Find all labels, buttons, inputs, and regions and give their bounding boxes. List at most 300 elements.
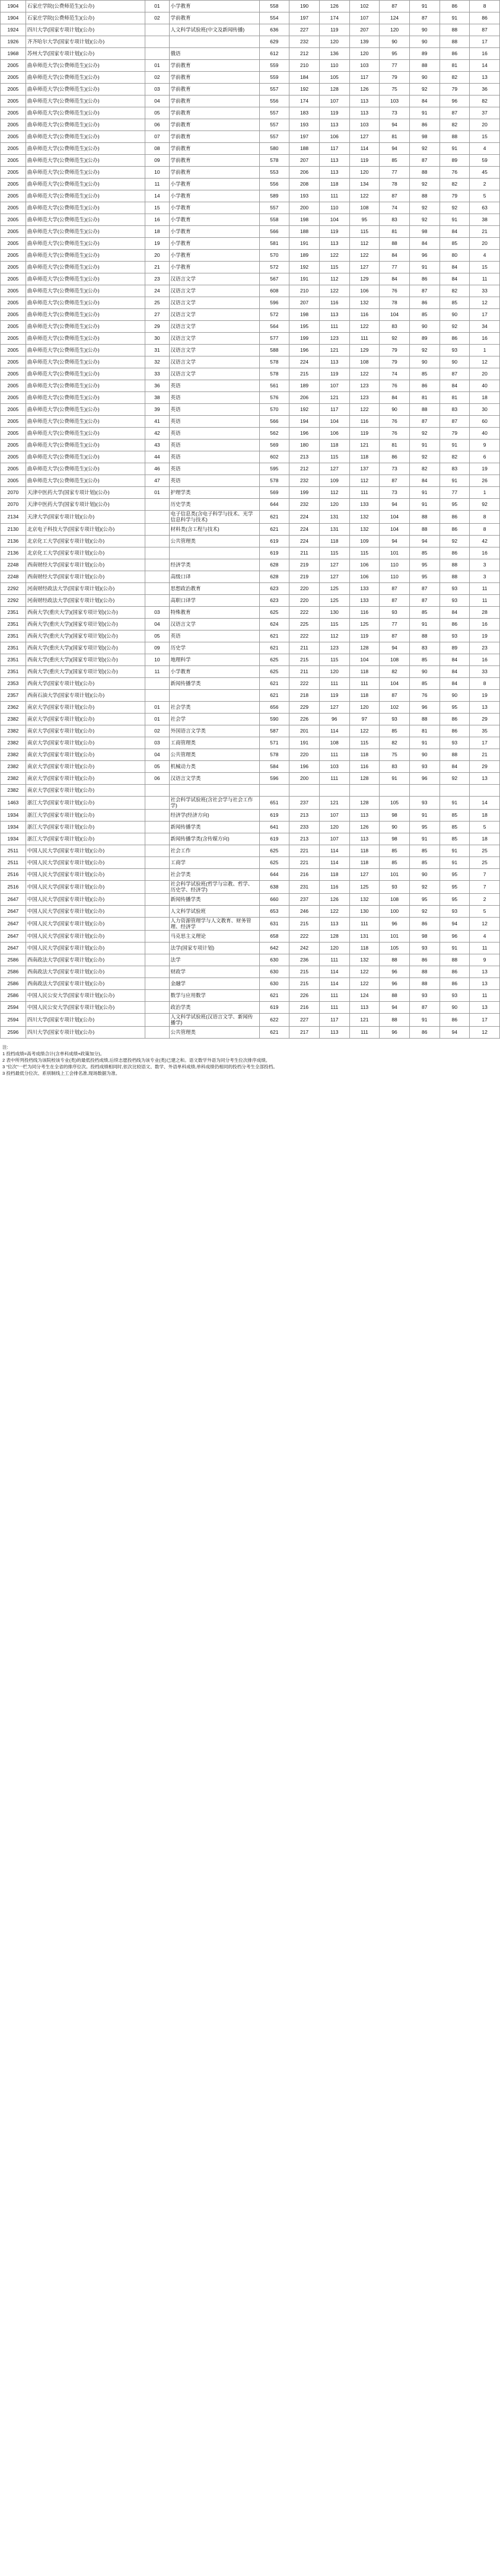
score-a: 122 bbox=[349, 966, 380, 978]
table-row bbox=[1, 642, 500, 654]
score-d: 86 bbox=[440, 524, 470, 536]
major-name bbox=[169, 36, 259, 48]
filed-count: 206 bbox=[289, 167, 320, 179]
table-row bbox=[1, 894, 500, 906]
school-code: 2005 bbox=[1, 202, 26, 214]
filed-score: 127 bbox=[319, 571, 349, 583]
plan-count: 572 bbox=[259, 309, 289, 321]
admission-score-table bbox=[0, 0, 500, 1039]
school-name: 西南财经大学(国家专项计划)(公办) bbox=[26, 559, 145, 571]
score-b: 76 bbox=[380, 285, 410, 297]
score-b: 104 bbox=[380, 511, 410, 524]
major-code: 33 bbox=[145, 368, 169, 380]
plan-count: 621 bbox=[259, 690, 289, 702]
table-row bbox=[1, 202, 500, 214]
major-code bbox=[145, 524, 169, 536]
score-a: 113 bbox=[349, 810, 380, 821]
table-row bbox=[1, 595, 500, 607]
school-code: 2005 bbox=[1, 262, 26, 273]
filed-count: 197 bbox=[289, 131, 320, 143]
plan-count: 630 bbox=[259, 966, 289, 978]
score-d: 88 bbox=[440, 24, 470, 36]
filed-count: 213 bbox=[289, 451, 320, 463]
score-c: 95 bbox=[409, 571, 440, 583]
score-a: 111 bbox=[349, 487, 380, 499]
major-code: 06 bbox=[145, 773, 169, 785]
score-b: 104 bbox=[380, 678, 410, 690]
filed-score: 119 bbox=[319, 107, 349, 119]
school-code: 2382 bbox=[1, 737, 26, 749]
school-name: 曲阜师范大学(公费师范生)(公办) bbox=[26, 95, 145, 107]
filed-count: 242 bbox=[289, 942, 320, 954]
score-d: 83 bbox=[440, 404, 470, 416]
major-name: 汉语言文学 bbox=[169, 345, 259, 356]
score-b: 84 bbox=[380, 392, 410, 404]
score-c: 92 bbox=[409, 214, 440, 226]
filed-score: 131 bbox=[319, 524, 349, 536]
school-name: 曲阜师范大学(公费师范生)(公办) bbox=[26, 190, 145, 202]
major-code bbox=[145, 942, 169, 954]
filed-score: 130 bbox=[319, 607, 349, 619]
score-d: 90 bbox=[440, 1002, 470, 1014]
major-code bbox=[145, 845, 169, 857]
major-code bbox=[145, 881, 169, 894]
school-code: 2005 bbox=[1, 380, 26, 392]
school-code: 2005 bbox=[1, 119, 26, 131]
filed-score: 120 bbox=[319, 942, 349, 954]
note-line: 2 表中所列投档线为该院校该专业(类)的最低投档成绩,后续志愿投档线为该专业(类)已建之和。语文数学外语为同分考生位次排序成绩。 bbox=[2, 1058, 270, 1063]
score-d: 86 bbox=[440, 714, 470, 725]
table-row bbox=[1, 428, 500, 440]
score-table-page bbox=[0, 0, 500, 1081]
score-d: 84 bbox=[440, 761, 470, 773]
filed-count: 220 bbox=[289, 749, 320, 761]
filed-score: 107 bbox=[319, 833, 349, 845]
major-name: 历史学 bbox=[169, 642, 259, 654]
score-c: 90 bbox=[409, 321, 440, 333]
major-code: 09 bbox=[145, 155, 169, 167]
school-code: 2248 bbox=[1, 559, 26, 571]
filed-count: 191 bbox=[289, 737, 320, 749]
major-name: 机械动力类 bbox=[169, 761, 259, 773]
filed-score: 127 bbox=[319, 702, 349, 714]
school-name: 河南财经政法大学(国家专项计划)(公办) bbox=[26, 595, 145, 607]
major-code: 02 bbox=[145, 725, 169, 737]
score-a: 112 bbox=[349, 475, 380, 487]
score-b: 94 bbox=[380, 1002, 410, 1014]
score-a: 121 bbox=[349, 440, 380, 451]
school-name: 石家庄学院(公费师范生)(公办) bbox=[26, 12, 145, 24]
school-name: 南京大学(国家专项计划)(公办) bbox=[26, 785, 145, 797]
score-d: 83 bbox=[440, 463, 470, 475]
filed-score: 121 bbox=[319, 392, 349, 404]
filed-score: 123 bbox=[319, 642, 349, 654]
school-code: 2516 bbox=[1, 881, 26, 894]
rank: 40 bbox=[470, 428, 500, 440]
score-a: 111 bbox=[349, 333, 380, 345]
major-code bbox=[145, 869, 169, 881]
plan-count: 584 bbox=[259, 761, 289, 773]
score-a: 113 bbox=[349, 95, 380, 107]
filed-count: 194 bbox=[289, 416, 320, 428]
school-code: 2382 bbox=[1, 773, 26, 785]
school-name: 齐齐哈尔大学(国家专项计划)(公办) bbox=[26, 36, 145, 48]
school-name: 曲阜师范大学(公费师范生)(公办) bbox=[26, 226, 145, 238]
school-name: 曲阜师范大学(公费师范生)(公办) bbox=[26, 143, 145, 155]
score-c: 93 bbox=[409, 761, 440, 773]
major-name: 社会科学试验班(含社会学与社会工作学) bbox=[169, 797, 259, 810]
score-b: 78 bbox=[380, 179, 410, 190]
score-c: 87 bbox=[409, 12, 440, 24]
school-code: 2516 bbox=[1, 869, 26, 881]
major-name bbox=[169, 547, 259, 559]
school-code: 2351 bbox=[1, 642, 26, 654]
table-row bbox=[1, 906, 500, 918]
table-row bbox=[1, 155, 500, 167]
score-a: 111 bbox=[349, 1027, 380, 1039]
major-name: 小学教育 bbox=[169, 214, 259, 226]
score-c: 96 bbox=[409, 250, 440, 262]
score-c: 93 bbox=[409, 990, 440, 1002]
plan-count: 556 bbox=[259, 95, 289, 107]
major-name: 材料类(含工程与技术) bbox=[169, 524, 259, 536]
school-code: 2586 bbox=[1, 990, 26, 1002]
rank: 12 bbox=[470, 918, 500, 931]
score-c: 98 bbox=[409, 131, 440, 143]
score-b: 93 bbox=[380, 607, 410, 619]
major-code bbox=[145, 833, 169, 845]
major-name: 思想政治教育 bbox=[169, 583, 259, 595]
major-code: 01 bbox=[145, 1, 169, 12]
score-b: 85 bbox=[380, 857, 410, 869]
score-c: 76 bbox=[409, 690, 440, 702]
major-name: 社会科学试验班(哲学与宗教、哲学、历史学、经济学) bbox=[169, 881, 259, 894]
table-row bbox=[1, 226, 500, 238]
filed-score: 114 bbox=[319, 845, 349, 857]
school-name: 南京大学(国家专项计划)(公办) bbox=[26, 749, 145, 761]
score-a: 114 bbox=[349, 143, 380, 155]
school-code: 2647 bbox=[1, 894, 26, 906]
school-code: 2647 bbox=[1, 942, 26, 954]
school-name: 曲阜师范大学(公费师范生)(公办) bbox=[26, 214, 145, 226]
table-row bbox=[1, 607, 500, 619]
score-a: 132 bbox=[349, 297, 380, 309]
score-c: 85 bbox=[409, 309, 440, 321]
score-a: 122 bbox=[349, 190, 380, 202]
school-code: 1934 bbox=[1, 833, 26, 845]
score-c: 82 bbox=[409, 463, 440, 475]
school-code: 2586 bbox=[1, 978, 26, 990]
score-b: 87 bbox=[380, 1, 410, 12]
school-code: 2351 bbox=[1, 619, 26, 631]
score-d: 91 bbox=[440, 12, 470, 24]
major-code: 24 bbox=[145, 285, 169, 297]
score-d: 94 bbox=[440, 918, 470, 931]
school-code: 2005 bbox=[1, 250, 26, 262]
score-b: 94 bbox=[380, 642, 410, 654]
score-b: 77 bbox=[380, 619, 410, 631]
major-name: 人力资源管理学与人文教育、财务管理、经济学 bbox=[169, 918, 259, 931]
rank: 30 bbox=[470, 404, 500, 416]
school-name: 中国人民大学(国家专项计划)(公办) bbox=[26, 942, 145, 954]
major-name: 汉语言文学 bbox=[169, 356, 259, 368]
score-b: 73 bbox=[380, 487, 410, 499]
filed-score: 120 bbox=[319, 499, 349, 511]
plan-count: 566 bbox=[259, 416, 289, 428]
filed-count: 213 bbox=[289, 810, 320, 821]
score-c: 91 bbox=[409, 499, 440, 511]
score-d: 91 bbox=[440, 475, 470, 487]
score-b: 82 bbox=[380, 737, 410, 749]
score-d: 80 bbox=[440, 250, 470, 262]
major-code bbox=[145, 931, 169, 942]
filed-count: 232 bbox=[289, 499, 320, 511]
filed-score: 122 bbox=[319, 250, 349, 262]
major-code: 36 bbox=[145, 380, 169, 392]
score-c: 86 bbox=[409, 954, 440, 966]
major-name: 新闻传播学类(含传媒方向) bbox=[169, 833, 259, 845]
table-row bbox=[1, 72, 500, 84]
rank: 9 bbox=[470, 440, 500, 451]
school-code: 2005 bbox=[1, 167, 26, 179]
score-c: 88 bbox=[409, 511, 440, 524]
score-d: 93 bbox=[440, 583, 470, 595]
table-row bbox=[1, 725, 500, 737]
table-row bbox=[1, 845, 500, 857]
score-b: 102 bbox=[380, 702, 410, 714]
plan-count: 590 bbox=[259, 714, 289, 725]
filed-count: 184 bbox=[289, 72, 320, 84]
major-code bbox=[145, 966, 169, 978]
major-code bbox=[145, 1002, 169, 1014]
school-code: 2005 bbox=[1, 392, 26, 404]
filed-count: 215 bbox=[289, 966, 320, 978]
filed-count: 227 bbox=[289, 1014, 320, 1027]
score-c: 81 bbox=[409, 725, 440, 737]
filed-score: 114 bbox=[319, 966, 349, 978]
score-d: 95 bbox=[440, 869, 470, 881]
score-b: 81 bbox=[380, 131, 410, 143]
score-b: 88 bbox=[380, 954, 410, 966]
school-name: 西南政法大学(国家专项计划)(公办) bbox=[26, 978, 145, 990]
table-row bbox=[1, 36, 500, 48]
score-a: 134 bbox=[349, 179, 380, 190]
major-name: 人文科学试验班(中文及新闻传播) bbox=[169, 24, 259, 36]
score-a: 118 bbox=[349, 845, 380, 857]
school-name: 西南政法大学(国家专项计划)(公办) bbox=[26, 954, 145, 966]
plan-count: 566 bbox=[259, 226, 289, 238]
plan-count: 619 bbox=[259, 833, 289, 845]
score-c: 95 bbox=[409, 821, 440, 833]
major-code bbox=[145, 785, 169, 797]
score-a: 111 bbox=[349, 678, 380, 690]
rank: 42 bbox=[470, 536, 500, 547]
plan-count: 559 bbox=[259, 60, 289, 72]
filed-count: 225 bbox=[289, 619, 320, 631]
score-a: 118 bbox=[349, 942, 380, 954]
note-line: 1 投档成绩=高考成绩合计(含单科成绩+政策加分)。 bbox=[2, 1051, 105, 1057]
table-row bbox=[1, 797, 500, 810]
major-name: 人文科学试验班 bbox=[169, 906, 259, 918]
filed-count: 219 bbox=[289, 559, 320, 571]
filed-score: 118 bbox=[319, 869, 349, 881]
filed-score: 115 bbox=[319, 262, 349, 273]
rank: 36 bbox=[470, 84, 500, 95]
major-code: 02 bbox=[145, 12, 169, 24]
score-c: 86 bbox=[409, 380, 440, 392]
school-code: 2005 bbox=[1, 345, 26, 356]
rank: 13 bbox=[470, 72, 500, 84]
rank: 18 bbox=[470, 392, 500, 404]
filed-score: 125 bbox=[319, 583, 349, 595]
table-row bbox=[1, 463, 500, 475]
rank: 34 bbox=[470, 321, 500, 333]
school-name: 曲阜师范大学(公费师范生)(公办) bbox=[26, 155, 145, 167]
rank: 25 bbox=[470, 845, 500, 857]
table-row bbox=[1, 12, 500, 24]
filed-count: 207 bbox=[289, 297, 320, 309]
plan-count: 556 bbox=[259, 179, 289, 190]
filed-count: 246 bbox=[289, 906, 320, 918]
major-name: 经济学类 bbox=[169, 559, 259, 571]
rank: 1 bbox=[470, 487, 500, 499]
table-row bbox=[1, 84, 500, 95]
major-code bbox=[145, 1014, 169, 1027]
score-b: 86 bbox=[380, 451, 410, 463]
rank: 86 bbox=[470, 12, 500, 24]
plan-count: 621 bbox=[259, 511, 289, 524]
score-c: 90 bbox=[409, 356, 440, 368]
filed-count: 224 bbox=[289, 524, 320, 536]
score-d: 86 bbox=[440, 966, 470, 978]
major-code: 44 bbox=[145, 451, 169, 463]
plan-count: 602 bbox=[259, 451, 289, 463]
major-code: 23 bbox=[145, 273, 169, 285]
plan-count: 644 bbox=[259, 499, 289, 511]
major-name: 公共管理类 bbox=[169, 536, 259, 547]
major-code: 01 bbox=[145, 702, 169, 714]
rank: 12 bbox=[470, 1027, 500, 1039]
plan-count: 578 bbox=[259, 368, 289, 380]
filed-score: 174 bbox=[319, 12, 349, 24]
score-c: 92 bbox=[409, 428, 440, 440]
filed-count: 212 bbox=[289, 48, 320, 60]
score-b: 88 bbox=[380, 1014, 410, 1027]
rank: 11 bbox=[470, 595, 500, 607]
table-notes bbox=[0, 1042, 500, 1081]
filed-score: 122 bbox=[319, 906, 349, 918]
filed-score: 111 bbox=[319, 954, 349, 966]
score-a: 103 bbox=[349, 60, 380, 72]
score-b: 85 bbox=[380, 155, 410, 167]
major-code bbox=[145, 571, 169, 583]
table-row bbox=[1, 309, 500, 321]
filed-score: 115 bbox=[319, 654, 349, 666]
score-a: 129 bbox=[349, 273, 380, 285]
major-code: 21 bbox=[145, 262, 169, 273]
plan-count: 596 bbox=[259, 297, 289, 309]
score-b: 76 bbox=[380, 380, 410, 392]
score-d: 90 bbox=[440, 356, 470, 368]
score-c: 83 bbox=[409, 642, 440, 654]
rank: 11 bbox=[470, 273, 500, 285]
plan-count: 621 bbox=[259, 1027, 289, 1039]
filed-score: 111 bbox=[319, 678, 349, 690]
major-name: 小学教育 bbox=[169, 179, 259, 190]
filed-count: 217 bbox=[289, 1027, 320, 1039]
filed-score: 115 bbox=[319, 451, 349, 463]
score-b: 77 bbox=[380, 60, 410, 72]
major-code bbox=[145, 595, 169, 607]
school-code: 2005 bbox=[1, 356, 26, 368]
plan-count: 660 bbox=[259, 894, 289, 906]
filed-score: 114 bbox=[319, 978, 349, 990]
filed-count bbox=[289, 785, 320, 797]
score-d: 90 bbox=[440, 309, 470, 321]
major-code: 16 bbox=[145, 214, 169, 226]
major-code: 47 bbox=[145, 475, 169, 487]
score-d: 86 bbox=[440, 619, 470, 631]
major-code: 08 bbox=[145, 143, 169, 155]
table-row bbox=[1, 238, 500, 250]
score-b: 108 bbox=[380, 894, 410, 906]
plan-count: 554 bbox=[259, 12, 289, 24]
rank: 8 bbox=[470, 1, 500, 12]
school-code: 2005 bbox=[1, 428, 26, 440]
score-d: 82 bbox=[440, 285, 470, 297]
score-a: 115 bbox=[349, 226, 380, 238]
score-b: 83 bbox=[380, 214, 410, 226]
table-body bbox=[1, 1, 500, 1039]
score-d: 95 bbox=[440, 702, 470, 714]
score-a: 115 bbox=[349, 547, 380, 559]
major-code: 04 bbox=[145, 619, 169, 631]
score-d: 79 bbox=[440, 84, 470, 95]
table-row bbox=[1, 392, 500, 404]
school-name: 曲阜师范大学(公费师范生)(公办) bbox=[26, 475, 145, 487]
score-a: 132 bbox=[349, 894, 380, 906]
major-code: 11 bbox=[145, 666, 169, 678]
rank: 20 bbox=[470, 238, 500, 250]
rank: 12 bbox=[470, 297, 500, 309]
score-b: 108 bbox=[380, 654, 410, 666]
score-c: 87 bbox=[409, 1002, 440, 1014]
major-code: 04 bbox=[145, 95, 169, 107]
major-code bbox=[145, 48, 169, 60]
school-name: 曲阜师范大学(公费师范生)(公办) bbox=[26, 119, 145, 131]
filed-score: 128 bbox=[319, 84, 349, 95]
school-code: 2005 bbox=[1, 131, 26, 143]
major-code bbox=[145, 499, 169, 511]
plan-count: 581 bbox=[259, 238, 289, 250]
score-a: 139 bbox=[349, 36, 380, 48]
school-code: 1934 bbox=[1, 821, 26, 833]
score-b: 83 bbox=[380, 761, 410, 773]
filed-count: 211 bbox=[289, 666, 320, 678]
plan-count: 625 bbox=[259, 857, 289, 869]
rank: 2 bbox=[470, 179, 500, 190]
school-name: 曲阜师范大学(公费师范生)(公办) bbox=[26, 285, 145, 297]
score-a: 129 bbox=[349, 345, 380, 356]
score-c: 91 bbox=[409, 487, 440, 499]
rank: 45 bbox=[470, 167, 500, 179]
score-a: 118 bbox=[349, 749, 380, 761]
score-a: 125 bbox=[349, 619, 380, 631]
rank: 16 bbox=[470, 333, 500, 345]
rank: 40 bbox=[470, 380, 500, 392]
score-b: 81 bbox=[380, 440, 410, 451]
major-name: 汉语言文学 bbox=[169, 321, 259, 333]
